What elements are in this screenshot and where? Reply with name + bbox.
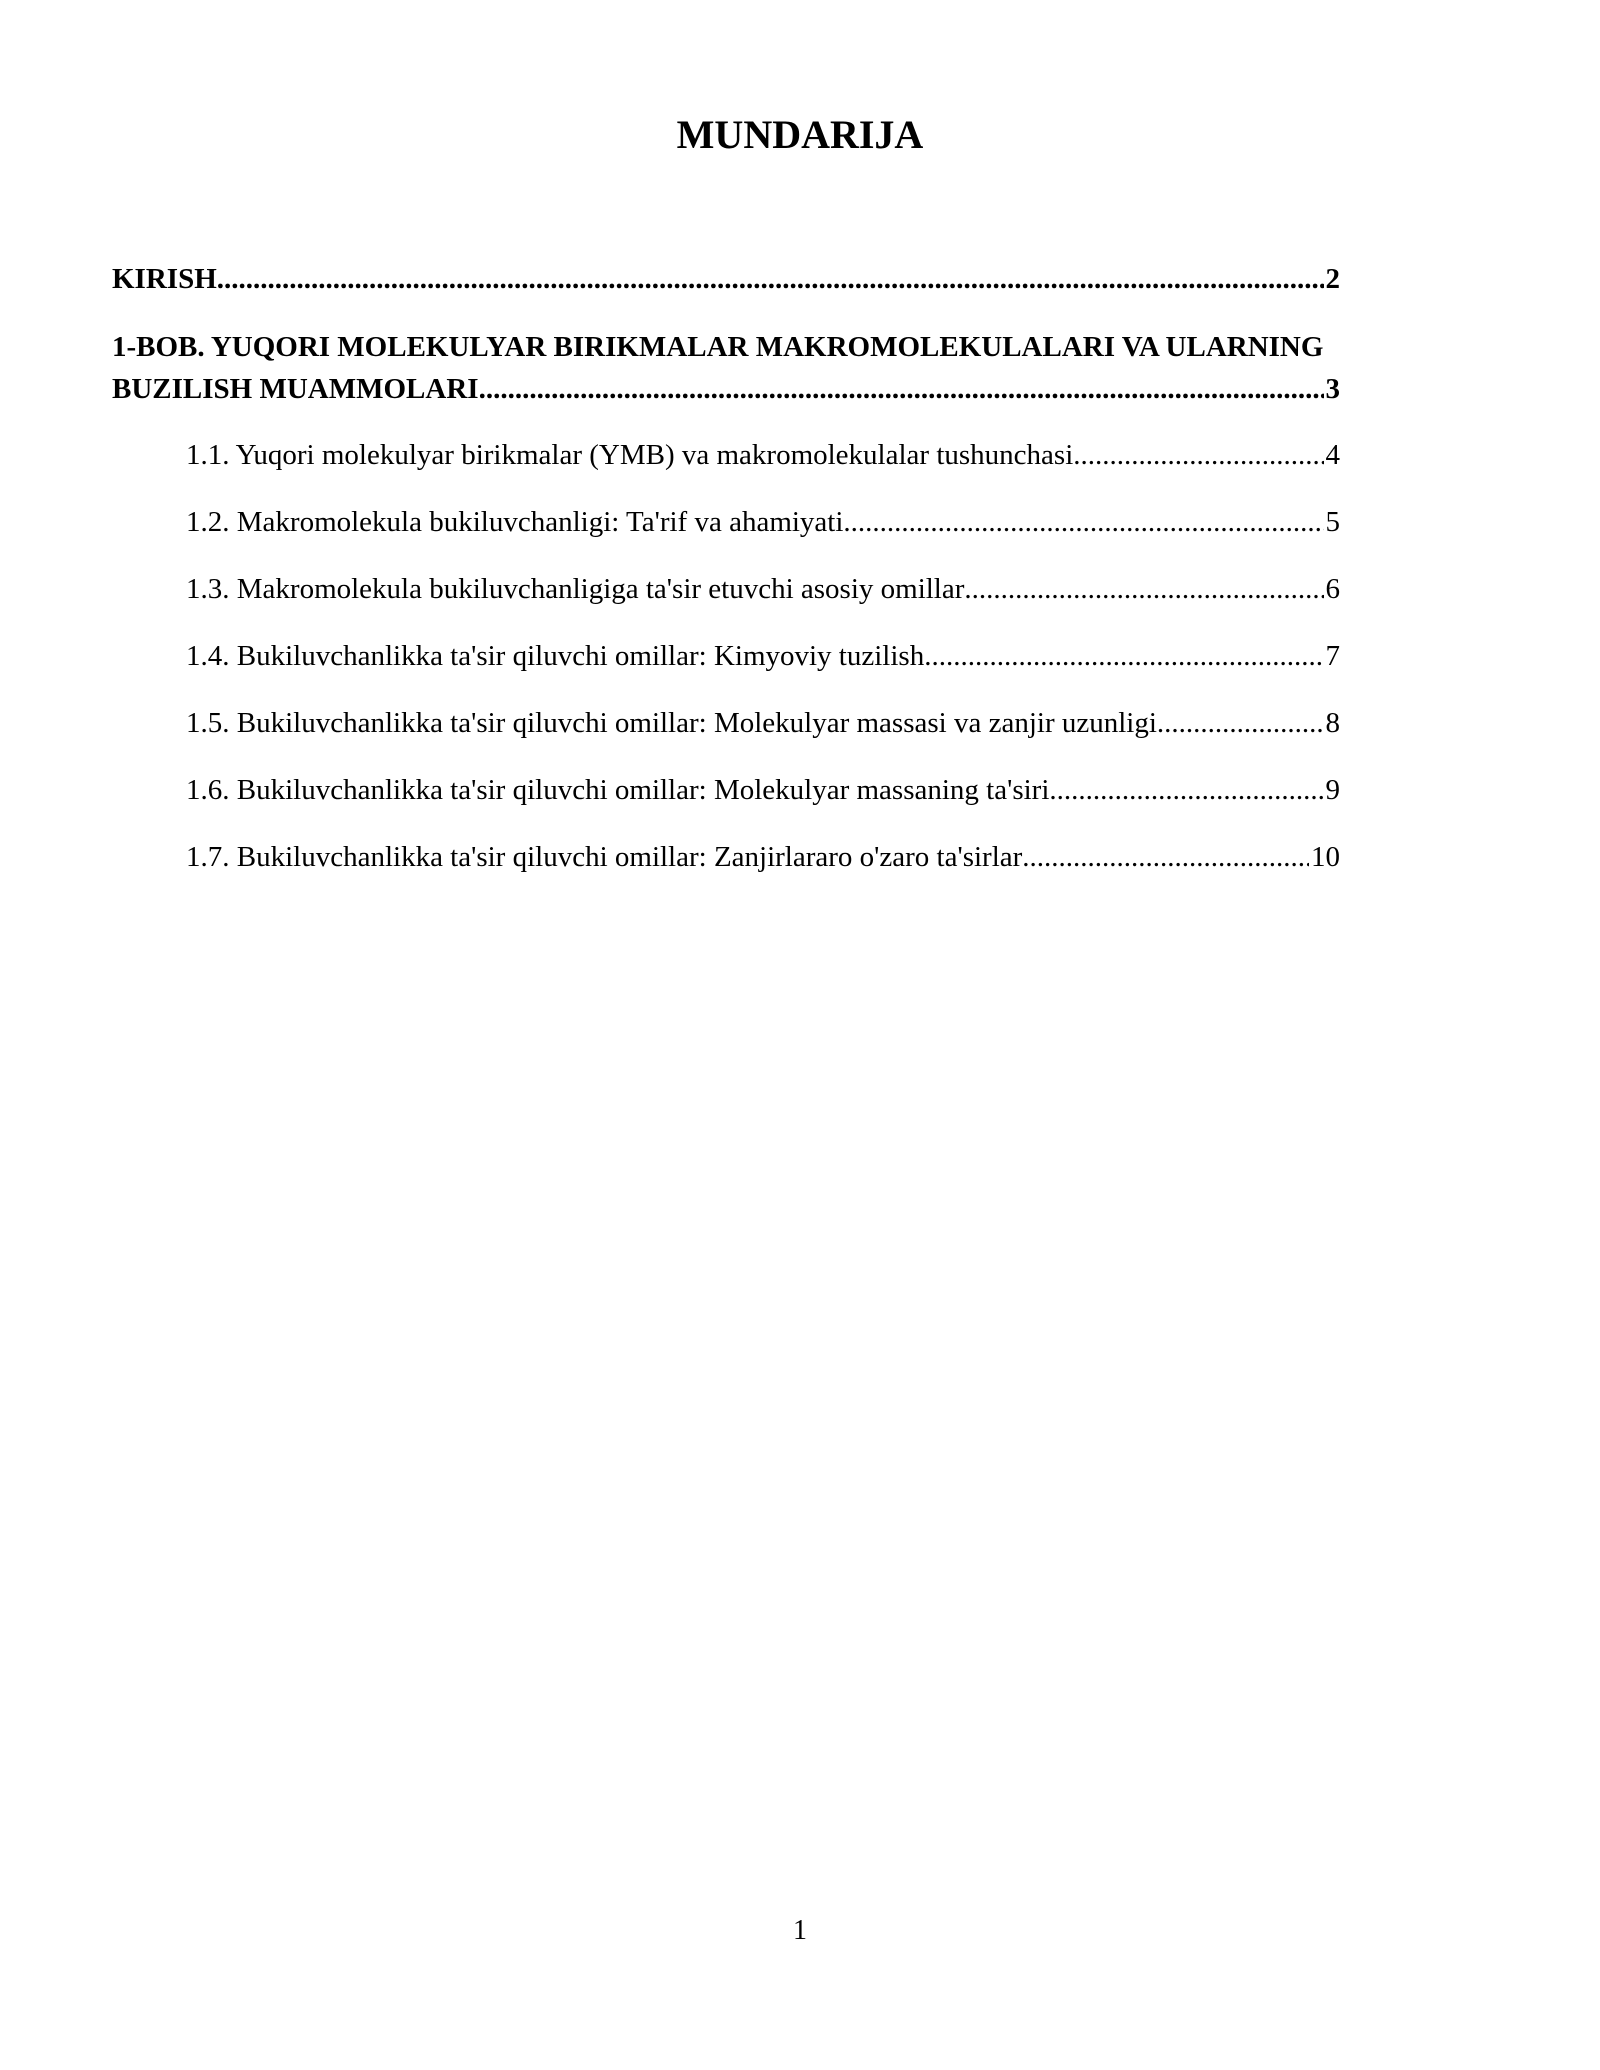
dot-leader [479, 368, 1324, 410]
dot-leader [843, 501, 1323, 543]
toc-page-number: 3 [1325, 373, 1340, 405]
toc-entry-1-6[interactable] [112, 769, 1340, 811]
dot-leader [1157, 702, 1324, 744]
toc-page-number: 7 [1325, 640, 1340, 672]
toc-entry-1-5[interactable] [112, 702, 1340, 744]
toc-entry-label: 1.4. Bukiluvchanlikka ta'sir qiluvchi omillar: Kimyoviy tuzilish [186, 640, 925, 672]
page-title: MUNDARIJA [676, 112, 924, 157]
toc-entry-chapter-1[interactable] [112, 326, 1340, 410]
toc-entry-label-line2: BUZILISH MUAMMOLARI [112, 373, 479, 405]
toc-entry-label: KIRISH [112, 263, 217, 295]
toc-entry-kirish[interactable] [112, 258, 1340, 300]
toc-page-number: 10 [1311, 841, 1340, 873]
dot-leader [1022, 836, 1309, 878]
table-of-contents [112, 250, 1340, 878]
toc-page-number: 2 [1325, 263, 1340, 295]
toc-entry-label-line1: 1-BOB. YUQORI MOLEKULYAR BIRIKMALAR MAKROMOLEKULALARI VA ULARNING [112, 331, 1324, 363]
toc-entry-label: 1.7. Bukiluvchanlikka ta'sir qiluvchi omillar: Zanjirlararo o'zaro ta'sirlar [186, 841, 1023, 873]
toc-entry-1-1[interactable] [112, 434, 1340, 476]
toc-page-number: 4 [1325, 439, 1340, 471]
toc-entry-label: 1.1. Yuqori molekulyar birikmalar (YMB) va makromolekulalar tushunchasi [186, 439, 1074, 471]
toc-entry-label: 1.6. Bukiluvchanlikka ta'sir qiluvchi omillar: Molekulyar massaning ta'siri [186, 774, 1050, 806]
toc-page-number: 5 [1325, 506, 1340, 538]
toc-entry-1-2[interactable] [112, 501, 1340, 543]
dot-leader [1049, 769, 1323, 811]
page-number-footer: 1 [793, 1915, 807, 1946]
dot-leader [217, 258, 1324, 300]
toc-page-number: 6 [1325, 573, 1340, 605]
toc-entry-label: 1.5. Bukiluvchanlikka ta'sir qiluvchi omillar: Molekulyar massasi va zanjir uzunligi [186, 707, 1157, 739]
toc-entry-label: 1.3. Makromolekula bukiluvchanligiga ta'sir etuvchi asosiy omillar [186, 573, 965, 605]
toc-page-number: 9 [1325, 774, 1340, 806]
toc-entry-1-7[interactable] [112, 836, 1340, 878]
dot-leader [1073, 434, 1323, 476]
dot-leader [964, 568, 1323, 610]
dot-leader [924, 635, 1323, 677]
toc-page-number: 8 [1325, 707, 1340, 739]
toc-entry-chapter-1-line2 [112, 368, 1340, 410]
toc-entry-1-3[interactable] [112, 568, 1340, 610]
toc-entry-1-4[interactable] [112, 635, 1340, 677]
toc-entry-label: 1.2. Makromolekula bukiluvchanligi: Ta'rif va ahamiyati [186, 506, 844, 538]
